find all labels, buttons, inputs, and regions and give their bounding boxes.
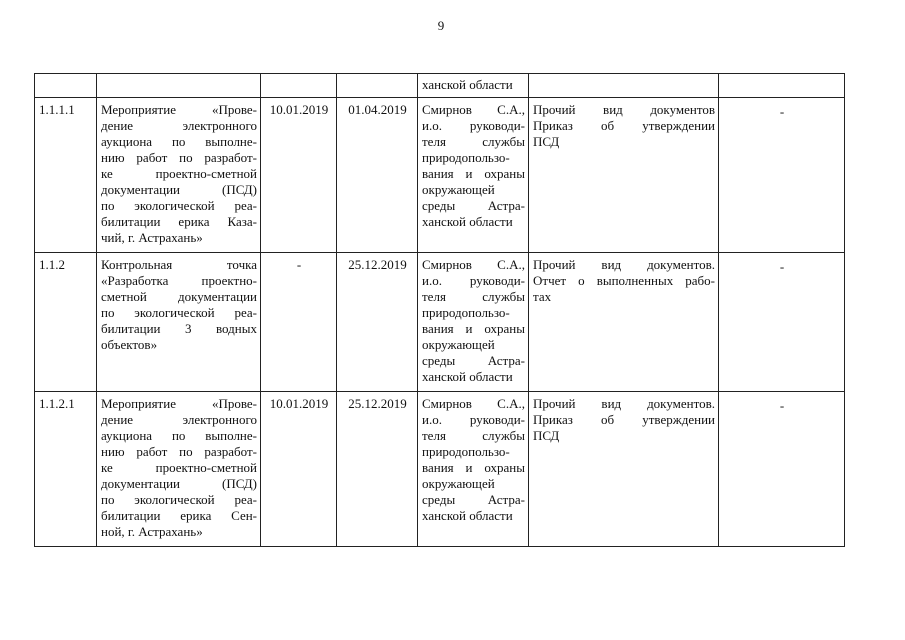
responsible-line: природопользо- xyxy=(422,444,510,459)
title-line: объектов» xyxy=(101,337,158,352)
page-number: 9 xyxy=(437,18,445,33)
last-cell xyxy=(719,253,845,392)
responsible-line: теля службы xyxy=(422,289,525,304)
responsible-cell xyxy=(418,98,529,253)
code-cell xyxy=(35,98,97,253)
responsible-cell xyxy=(418,392,529,547)
documents-cell xyxy=(529,253,719,392)
row-code: 1.1.2 xyxy=(39,257,65,272)
title-line: ке проектно-сметной xyxy=(101,460,257,475)
responsible-line: Смирнов С.А., xyxy=(422,102,525,117)
start-date: 10.01.2019 xyxy=(269,102,329,117)
responsible-line: окружающей xyxy=(422,337,495,352)
responsible-line: и.о. руководи- xyxy=(422,118,525,133)
responsible-line: вания и охраны xyxy=(422,460,525,475)
title-line: по экологической реа- xyxy=(101,492,257,507)
title-line: по экологической реа- xyxy=(101,198,257,213)
end-date: 25.12.2019 xyxy=(348,257,407,272)
responsible-line: теля службы xyxy=(422,428,525,443)
responsible-line: среды Астра- xyxy=(422,353,525,368)
last-cell xyxy=(719,98,845,253)
title-line: чий, г. Астрахань» xyxy=(101,230,203,245)
responsible-line: вания и охраны xyxy=(422,321,525,336)
responsible-cell xyxy=(418,253,529,392)
end-date-cell xyxy=(337,253,418,392)
documents-line: Прочий вид документов. xyxy=(533,396,715,411)
end-date: 25.12.2019 xyxy=(348,396,407,411)
title-cell xyxy=(97,74,261,98)
title-line: билитации ерика Каза- xyxy=(101,214,257,229)
responsible-line: Смирнов С.А., xyxy=(422,257,525,272)
title-line: документации (ПСД) xyxy=(101,476,257,491)
documents-cell xyxy=(529,74,719,98)
title-line: ной, г. Астрахань» xyxy=(101,524,203,539)
documents-line: Прочий вид документов. xyxy=(533,257,715,272)
responsible-line: ханской области xyxy=(422,508,513,523)
responsible-line: окружающей xyxy=(422,476,495,491)
responsible-line: природопользо- xyxy=(422,150,510,165)
last-value: - xyxy=(779,398,785,413)
responsible-line: ханской области xyxy=(422,214,513,229)
end-date-cell xyxy=(337,74,418,98)
start-date: 10.01.2019 xyxy=(269,396,329,411)
row-code: 1.1.1.1 xyxy=(39,102,75,117)
title-line: аукциона по выполне- xyxy=(101,428,257,443)
documents-line: Прочий вид документов xyxy=(533,102,715,117)
start-date: - xyxy=(296,257,302,272)
start-date-cell xyxy=(261,392,337,547)
title-cell xyxy=(97,98,261,253)
title-line: ке проектно-сметной xyxy=(101,166,257,181)
responsible-line: окружающей xyxy=(422,182,495,197)
responsible-tail: ханской области xyxy=(422,77,513,92)
start-date-cell xyxy=(261,253,337,392)
title-line: Мероприятие «Прове- xyxy=(101,396,257,411)
end-date-cell xyxy=(337,392,418,547)
title-line: дение электронного xyxy=(101,412,257,427)
documents-cell xyxy=(529,98,719,253)
responsible-line: среды Астра- xyxy=(422,492,525,507)
documents-line: Приказ об утверждении xyxy=(533,412,715,427)
title-cell xyxy=(97,253,261,392)
plan-table xyxy=(34,73,845,547)
title-line: Мероприятие «Прове- xyxy=(101,102,257,117)
documents-line: тах xyxy=(533,289,552,304)
documents-line: ПСД xyxy=(533,134,560,149)
title-line: «Разработка проектно- xyxy=(101,273,257,288)
title-line: нию работ по разработ- xyxy=(101,444,257,459)
end-date: 01.04.2019 xyxy=(348,102,407,117)
code-cell xyxy=(35,74,97,98)
title-cell xyxy=(97,392,261,547)
end-date-cell xyxy=(337,98,418,253)
start-date-cell xyxy=(261,98,337,253)
responsible-line: и.о. руководи- xyxy=(422,273,525,288)
responsible-line: теля службы xyxy=(422,134,525,149)
responsible-line: Смирнов С.А., xyxy=(422,396,525,411)
documents-cell xyxy=(529,392,719,547)
title-line: билитации ерика Сен- xyxy=(101,508,257,523)
row-code: 1.1.2.1 xyxy=(39,396,75,411)
title-line: билитации 3 водных xyxy=(101,321,257,336)
title-line: аукциона по выполне- xyxy=(101,134,257,149)
title-line: нию работ по разработ- xyxy=(101,150,257,165)
title-line: сметной документации xyxy=(101,289,257,304)
responsible-line: природопользо- xyxy=(422,305,510,320)
responsible-line: и.о. руководи- xyxy=(422,412,525,427)
table-row xyxy=(35,392,845,547)
responsible-line: вания и охраны xyxy=(422,166,525,181)
responsible-line: ханской области xyxy=(422,369,513,384)
responsible-cell xyxy=(418,74,529,98)
last-value: - xyxy=(779,259,785,274)
start-date-cell xyxy=(261,74,337,98)
code-cell xyxy=(35,253,97,392)
documents-line: Приказ об утверждении xyxy=(533,118,715,133)
responsible-line: среды Астра- xyxy=(422,198,525,213)
table-row-continuation xyxy=(35,74,845,98)
code-cell xyxy=(35,392,97,547)
documents-line: ПСД xyxy=(533,428,560,443)
title-line: документации (ПСД) xyxy=(101,182,257,197)
title-line: дение электронного xyxy=(101,118,257,133)
title-line: Контрольная точка xyxy=(101,257,257,272)
table-row xyxy=(35,98,845,253)
title-line: по экологической реа- xyxy=(101,305,257,320)
last-cell xyxy=(719,74,845,98)
last-cell xyxy=(719,392,845,547)
documents-line: Отчет о выполненных рабо- xyxy=(533,273,715,288)
last-value: - xyxy=(779,104,785,119)
table-row xyxy=(35,253,845,392)
